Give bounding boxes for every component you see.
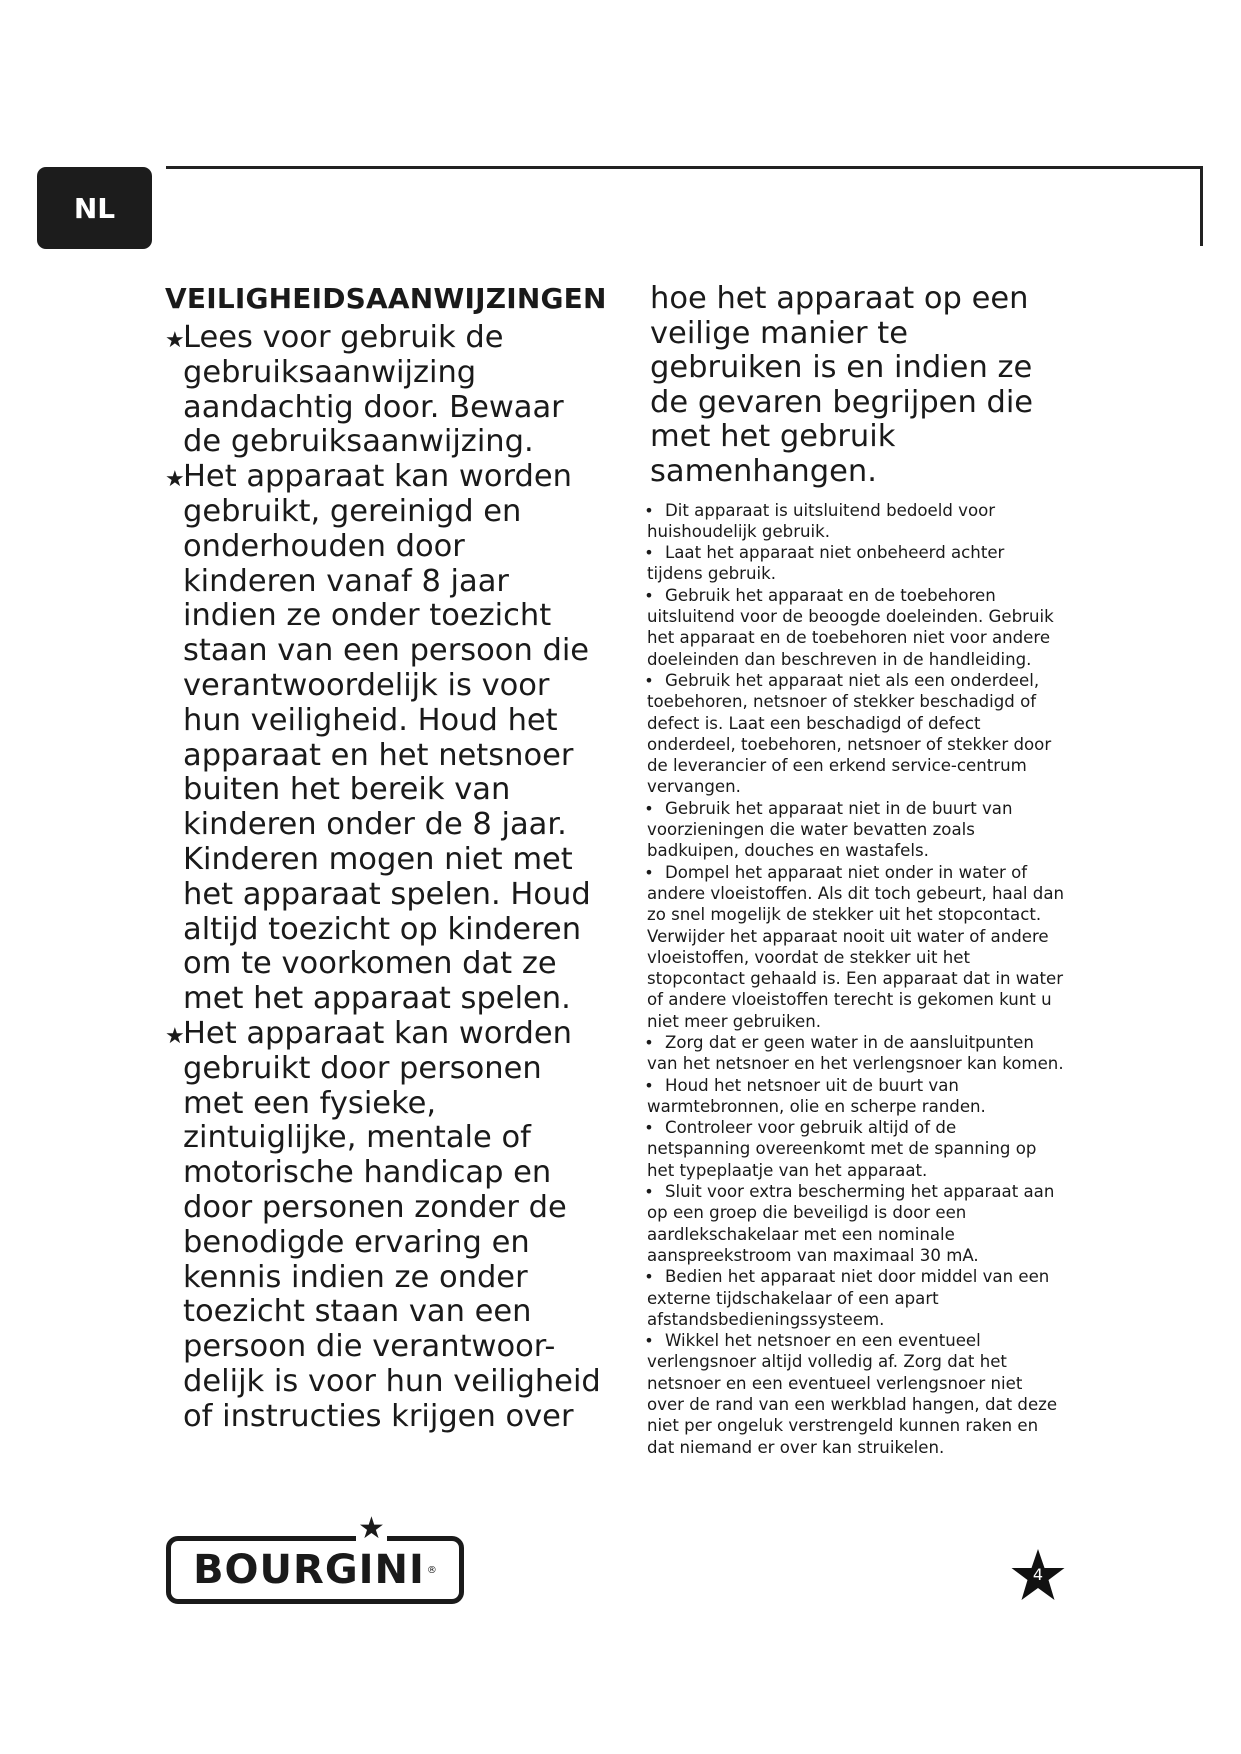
bullet-item — [644, 1117, 1064, 1181]
bullet-item — [644, 798, 1064, 862]
bullet-text: Zorg dat er geen water in de aansluitpunten van het netsnoer en het verlengsnoer kan komen. — [647, 1032, 1064, 1074]
bullet-text: Controleer voor gebruik altijd of de netspanning overeenkomt met de spanning op het typeplaatje van het apparaat. — [647, 1118, 1037, 1180]
star-list — [165, 321, 605, 1435]
left-column — [165, 282, 605, 1435]
bullet-text: Laat het apparaat niet onbeheerd achter tijdens gebruik. — [647, 543, 1005, 584]
bullet-item — [644, 1330, 1064, 1458]
star-bullet-icon: ★ — [165, 328, 185, 353]
star-list-item — [165, 1017, 605, 1435]
brand-name: BOURGINI — [193, 1547, 425, 1593]
header-rule — [166, 166, 1202, 169]
bullet-dot-icon: • — [644, 1331, 654, 1351]
language-tab: NL — [37, 167, 152, 249]
bullet-dot-icon: • — [644, 585, 654, 605]
bullet-dot-icon: • — [644, 1182, 654, 1202]
star-bullet-icon: ★ — [165, 1023, 185, 1049]
bullet-text: Houd het netsnoer uit de buurt van warmtebronnen, olie en scherpe randen. — [647, 1075, 986, 1116]
bullet-dot-icon: • — [644, 670, 654, 690]
bullet-dot-icon: • — [644, 1267, 654, 1287]
bullet-dot-icon: • — [644, 1075, 654, 1095]
star-item-text: Het apparaat kan worden gebruikt, gereinigd en onderhouden door kinderen vanaf 8 jaar indien ze onder toezicht staan van een persoon die verantwoordelijk is voor hun veiligheid. Houd het apparaat en het netsnoer buiten het bereik van kinderen onder de 8 jaar. Kinderen mogen niet met het apparaat spelen. Houd altijd toezicht op kinderen om te voorkomen dat ze met het apparaat spelen. — [183, 459, 591, 1017]
bullet-item — [644, 1181, 1064, 1266]
bullet-text: Dompel het apparaat niet onder in water of andere vloeistoffen. Als dit toch gebeurt, haal dan zo snel mogelijk de stekker uit het stopcontact. Verwijder het apparaat nooit uit water of andere vloeistoffen, voordat de stekker uit het stopcontact gehaald is. Een apparaat dat in water of andere vloeistoffen terecht is gekomen kunt u niet meer gebruiken. — [647, 862, 1064, 1031]
bullet-dot-icon: • — [644, 798, 654, 818]
bullet-item — [644, 862, 1064, 1032]
bullet-text: Gebruik het apparaat niet in de buurt van voorzieningen die water bevatten zoals badkuipen, douches en wastafels. — [647, 798, 1013, 861]
bullet-text: Dit apparaat is uitsluitend bedoeld voor huishoudelijk gebruik. — [647, 500, 996, 541]
bullet-dot-icon: • — [644, 500, 654, 520]
bullet-list — [644, 500, 1064, 1458]
bullet-dot-icon: • — [644, 1032, 654, 1052]
section-title: VEILIGHEIDSAANWIJZINGEN — [165, 282, 607, 315]
star-list-item — [165, 460, 605, 1017]
bullet-item — [644, 1266, 1064, 1330]
bullet-item — [644, 1032, 1064, 1075]
star-list-item — [165, 321, 605, 460]
bullet-text: Wikkel het netsnoer en een eventueel verlengsnoer altijd volledig af. Zorg dat het netsnoer en een eventueel verlengsnoer niet over de rand van een werkblad hangen, dat deze niet per ongeluk verstrengeld kunnen raken en dat niemand er over kan struikelen. — [647, 1331, 1058, 1457]
bullet-text: Gebruik het apparaat en de toebehoren uitsluitend voor de beoogde doeleinden. Gebruik het apparaat en de toebehoren niet voor andere doeleinden dan beschreven in de handleiding. — [647, 585, 1054, 669]
right-column — [644, 282, 1064, 1458]
brand-logo — [166, 1536, 464, 1604]
page-number: 4 — [1032, 1565, 1044, 1584]
bullet-dot-icon: • — [644, 543, 654, 563]
star-item-text: Het apparaat kan worden gebruikt door personen met een fysieke, zintuiglijke, mentale of motorische handicap en door personen zonder de benodigde ervaring en kennis indien ze onder toezicht staan van een persoon die verantwoor-delijk is voor hun veiligheid of instructies krijgen over — [183, 1015, 601, 1434]
continuation-text: hoe het apparaat op een veilige manier te gebruiken is en indien ze de gevaren begrijpen die met het gebruik samenhangen. — [650, 281, 1034, 489]
bullet-dot-icon: • — [644, 862, 654, 882]
header-rule-end — [1200, 166, 1203, 246]
bullet-text: Sluit voor extra bescherming het apparaat aan op een groep die beveiligd is door een aardlekschakelaar met een nominale aanspreekstroom van maximaal 30 mA. — [647, 1182, 1055, 1265]
bullet-item — [644, 670, 1064, 798]
star-bullet-icon: ★ — [165, 467, 185, 493]
bullet-text: Gebruik het apparaat niet als een onderdeel, toebehoren, netsnoer of stekker beschadigd of defect is. Laat een beschadigd of defect onderdeel, toebehoren, netsnoer of stekker door de leverancier of een erkend service-centrum vervangen. — [647, 670, 1052, 797]
bullet-item — [644, 542, 1064, 585]
bullet-item — [644, 500, 1064, 543]
bullet-text: Bedien het apparaat niet door middel van een externe tijdschakelaar of een apart afstandsbedieningssysteem. — [647, 1267, 1050, 1329]
star-item-text: Lees voor gebruik de gebruiksaanwijzing aandachtig door. Bewaar de gebruiksaanwijzing. — [183, 320, 564, 460]
logo-star-icon: ★ — [358, 1511, 385, 1546]
bullet-item — [644, 585, 1064, 670]
bullet-dot-icon: • — [644, 1118, 654, 1138]
bullet-item — [644, 1075, 1064, 1118]
registered-mark: ® — [426, 1564, 437, 1576]
